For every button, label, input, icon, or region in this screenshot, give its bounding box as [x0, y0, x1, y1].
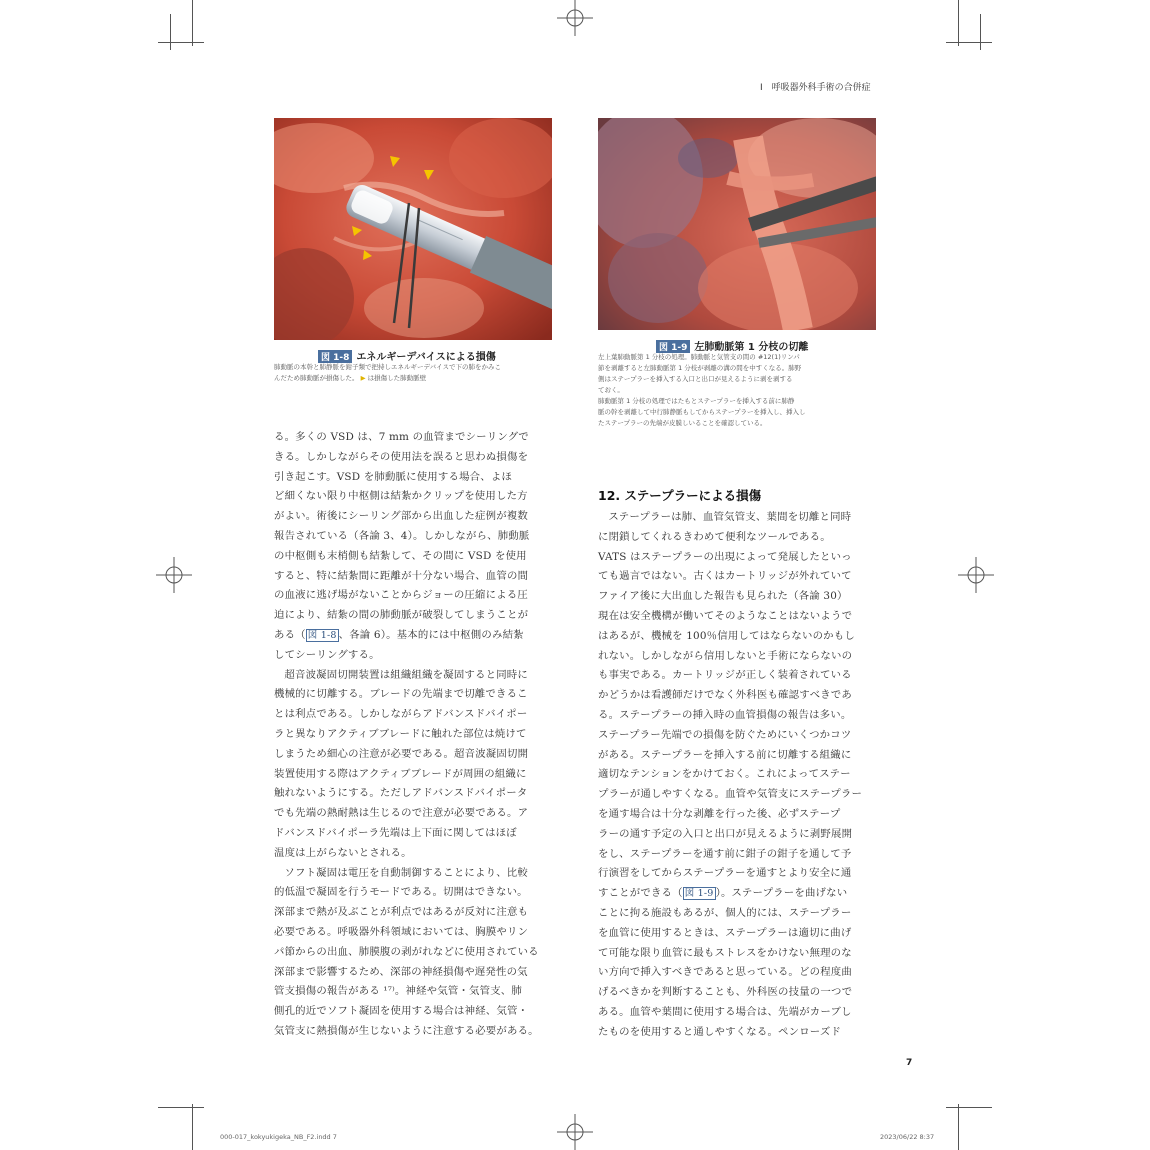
- body-line: の中枢側も末梢側も結紮して、その間に VSD を使用: [274, 549, 527, 562]
- body-line: をし、ステープラーを通す前に鉗子の鉗子を通して予: [598, 847, 852, 860]
- figure-right-caption-line: ておく。: [598, 386, 624, 394]
- body-line: がよい。術後にシーリング部から出血した症例が複数: [274, 510, 528, 523]
- body-line: 機械的に切離する。ブレードの先端まで切離できるこ: [274, 688, 528, 701]
- body-line: ステープラーは肺、血管気管支、葉間を切離と同時: [608, 511, 852, 523]
- body-line: 装置使用する際はアクティブブレードが周囲の組織に: [274, 767, 527, 780]
- body-line: い方向で挿入すべきであると思っている。どの程度曲: [598, 966, 852, 979]
- registration-mark-bottom: [557, 1114, 593, 1150]
- body-line: 迫により、結紮の間の肺動脈が破裂してしまうことが: [274, 609, 529, 622]
- body-line: 超音波凝固切開装置は組織組織を凝固すると同時に: [284, 668, 528, 681]
- body-line: ラと異なりアクティブブレードに触れた部位は焼けて: [274, 727, 527, 740]
- body-line: ても過言ではない。古くはカートリッジが外れていて: [598, 570, 852, 583]
- body-line: はあるが、機械を 100％信用してはならないのかもし: [598, 629, 855, 642]
- section-heading: 12. ステープラーによる損傷: [598, 488, 762, 503]
- body-line: る。ステープラーの挿入時の血管損傷の報告は多い。: [598, 708, 852, 721]
- body-line: 適切なテンションをかけておく。これによってステー: [598, 768, 851, 781]
- body-line: 必要である。呼吸器外科領域においては、胸膜やリン: [274, 925, 529, 938]
- body-line: ある（ 図 1-8 、各論 6）。基本的には中枢側のみ結紮: [274, 628, 524, 641]
- figure-left-title: エネルギーデバイスによる損傷: [356, 352, 496, 363]
- body-line: しまうため細心の注意が必要である。超音波凝固切開: [274, 747, 529, 760]
- body-line: ラーの通す予定の入口と出口が見えるように剥野展開: [598, 827, 853, 840]
- figure-right-title: 左肺動脈第 1 分枝の切離: [694, 342, 809, 353]
- figure-reference: 図 1-9: [684, 888, 714, 900]
- body-line: ことに拘る施設もあるが、個人的には、ステープラー: [598, 906, 852, 919]
- body-line: 側孔的近でソフト凝固を使用する場合は神経、気管・: [274, 1005, 529, 1018]
- body-line: 深部まで熱が及ぶことが利点ではあるが反対に注意も: [274, 906, 529, 919]
- body-line: る。多くの VSD は、7 mm の血管までシーリングで: [274, 431, 529, 443]
- figure-right-caption-line: 側はステープラーを挿入する入口と出口が見えるように剥を剥する: [598, 375, 793, 383]
- body-line: きる。しかしながらその使用法を誤ると思わぬ損傷を: [274, 450, 529, 463]
- body-line: ドバンスドバイポーラ先端は上下面に関してはほぼ: [274, 826, 517, 839]
- body-line: ファイア後に大出血した報告も見られた（各論 30）: [598, 590, 848, 603]
- figure-right-caption-line: 左上葉肺動脈第 1 分枝の処理。肺動脈と気管支の間の #12(1)リンパ: [598, 353, 800, 361]
- running-header: Ⅰ 呼吸器外科手術の合併症: [760, 83, 871, 93]
- body-line: VATS はステープラーの出現によって発展したといっ: [598, 550, 852, 563]
- body-line: してシーリングする。: [274, 648, 380, 661]
- body-line: 現在は安全機構が働いてそのようなことはないようで: [598, 609, 853, 622]
- figure-reference: 図 1-8: [307, 629, 337, 641]
- figure-left-caption-line-2: んだため肺動脈が損傷した。 ▶ は損傷した肺動脈壁: [274, 374, 427, 382]
- body-line: れない。しかしながら信用しないと手術にならないの: [598, 649, 853, 662]
- figure-right-caption-line: 肺動脈第 1 分枝の処理ではたもとステープラーを挿入する前に肺静: [598, 397, 795, 405]
- body-line: ある。血管や葉間に使用する場合は、先端がカーブし: [598, 1005, 852, 1018]
- body-line: 気管支に熱損傷が生じないように注意する必要がある。: [274, 1024, 539, 1037]
- arrowhead-icon: ▶: [360, 374, 366, 382]
- body-line: 深部まで影響するため、深部の神経損傷や遅発性の気: [274, 965, 528, 978]
- body-line: ステープラー先端での損傷を防ぐためにいくつかコツ: [598, 728, 852, 741]
- print-slug-filename: 000-017_kokyukigeka_NB_F2.indd 7: [220, 1133, 337, 1141]
- body-line: を通す場合は十分な剥離を行った後、必ずステープ: [598, 807, 841, 820]
- figure-left-caption-line: 肺動脈の本幹と肺静脈を鉗子類で把持しエネルギーデバイスで下の肺をかみこ: [274, 363, 502, 371]
- body-line: 触れないようにする。ただしアドバンスドバイポータ: [274, 787, 528, 800]
- figure-left-caption-body: [274, 362, 564, 384]
- print-slug-timestamp: 2023/06/22 8:37: [880, 1133, 935, 1141]
- body-text-right-column: [598, 508, 876, 1043]
- body-line: 行演習をしてからステープラーを通すとより安全に通: [598, 867, 852, 880]
- page-number: 7: [906, 1058, 913, 1068]
- body-line: 報告されている（各論 3、4）。しかしながら、肺動脈: [274, 529, 530, 542]
- figure-pulmonary-artery-photo: [598, 118, 876, 330]
- registration-mark-left: [156, 557, 192, 593]
- figure-left-label: 図 1-8: [318, 350, 352, 363]
- body-line: 温度は上がらないとされる。: [274, 846, 412, 859]
- body-line: に閉鎖してくれるきわめて便利なツールである。: [598, 530, 831, 543]
- registration-mark-top: [557, 0, 593, 36]
- body-line: を血管に使用するときは、ステープラーは適切に曲げ: [598, 926, 852, 939]
- body-line: て可能な限り血管に最もストレスをかけない無理のな: [598, 946, 852, 959]
- registration-mark-right: [958, 557, 994, 593]
- body-line: 的低温で凝固を行うモードである。切開はできない。: [274, 886, 528, 899]
- figure-right-caption-title: [656, 338, 808, 353]
- body-line: 管支損傷の報告がある ¹⁷⁾。神経や気管・気管支、肺: [274, 985, 522, 998]
- body-line: とは利点である。しかしながらアドバンスドバイポー: [274, 708, 528, 721]
- figure-right-caption-line: 節を剥離すると左肺動脈第 1 分枝が剥離の溝の間を中すくなる。肺野: [598, 364, 802, 372]
- figure-right-caption-line: 脈の幹を剥離して中行肺静脈もしてからステープラーを挿入し、挿入し: [598, 408, 806, 416]
- body-text-left-column: [274, 428, 552, 1042]
- body-line: げるべきかを判断することも、外科医の技量の一つで: [598, 986, 853, 999]
- body-line: ど細くない限り中枢側は結紮かクリップを使用した方: [274, 490, 528, 503]
- figure-energy-device-photo: [274, 118, 552, 340]
- body-line: ソフト凝固は電圧を自動制御することにより、比較: [284, 866, 528, 879]
- body-line: たものを使用すると通しやすくなる。ペンローズド: [598, 1025, 842, 1038]
- figure-right-caption-body: [598, 352, 888, 429]
- figure-right-label: 図 1-9: [656, 340, 690, 353]
- body-line: も事実である。カートリッジが正しく装着されている: [598, 669, 852, 682]
- figure-left-caption-title: [318, 348, 496, 363]
- body-line: がある。ステープラーを挿入する前に切離する組織に: [598, 748, 852, 761]
- body-line: かどうかは看護師だけでなく外科医も確認すべきであ: [598, 689, 852, 702]
- body-line: でも先端の熱耐熱は生じるので注意が必要である。ア: [274, 807, 529, 820]
- body-line: すことができる（ 図 1-9 ）。ステープラーを曲げない: [598, 887, 848, 900]
- body-line: 引き起こす。VSD を肺動脈に使用する場合、よほ: [274, 470, 513, 483]
- body-line: プラーが通しやすくなる。血管や気管支にステープラー: [598, 788, 863, 801]
- figure-right-caption-line: たステープラーの先端が皮膜しいることを確認している。: [598, 419, 767, 427]
- body-line: パ節からの出血、肺膜腹の剥がれなどに使用されている: [274, 945, 539, 958]
- body-line: の血液に逃げ場がないことからジョーの圧縮による圧: [274, 589, 528, 602]
- body-line: すると、特に結紮間に距離が十分ない場合、血管の間: [274, 569, 529, 582]
